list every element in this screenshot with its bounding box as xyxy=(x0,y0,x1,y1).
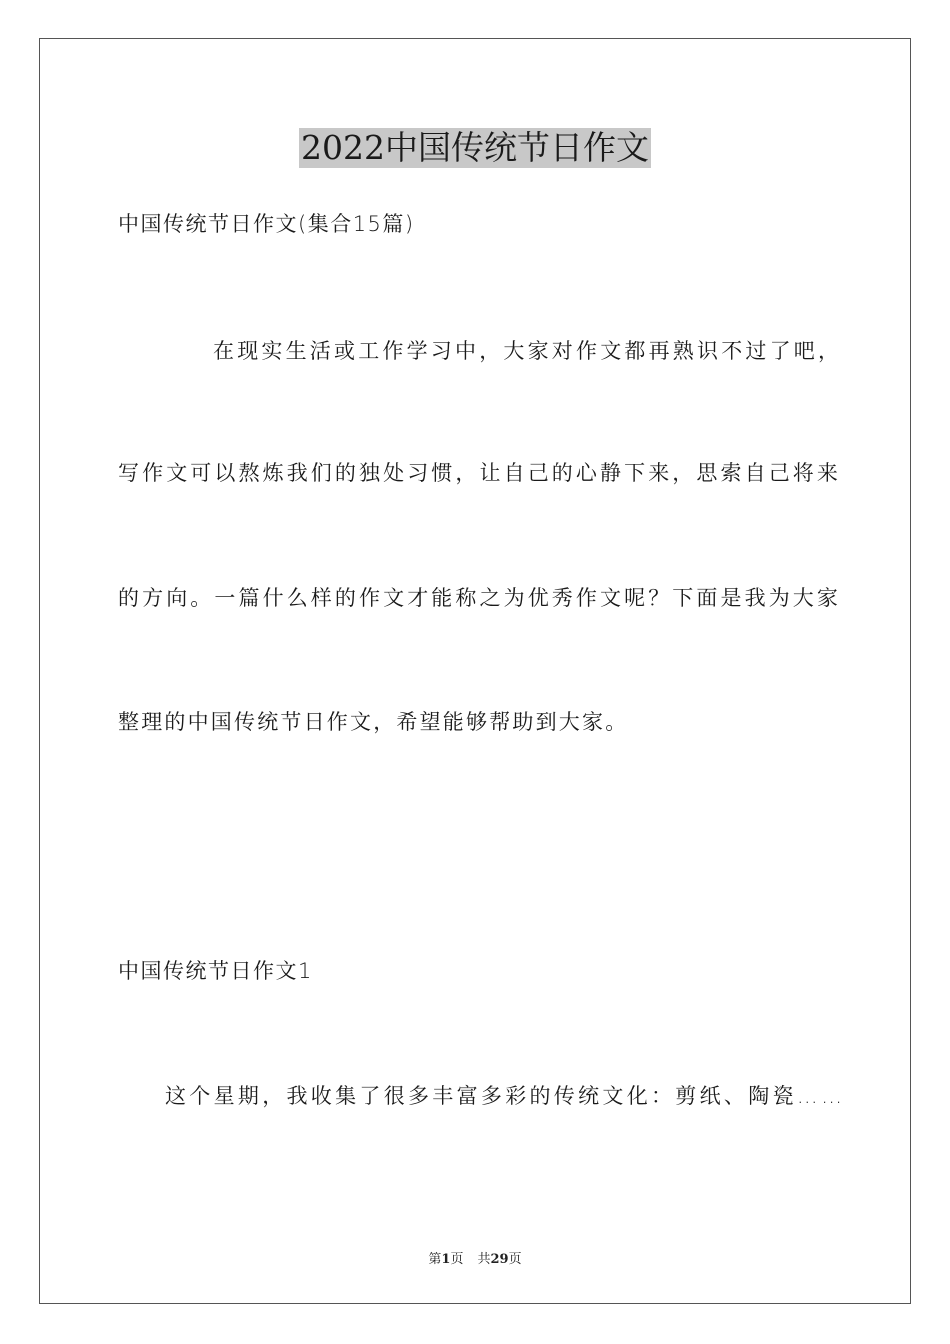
footer-page-prefix: 第 xyxy=(428,1252,442,1267)
section-heading: 中国传统节日作文1 xyxy=(118,959,313,983)
section-line-1: 这个星期，我收集了很多丰富多彩的传统文化：剪纸、陶瓷…… xyxy=(165,1084,846,1108)
footer-total-suffix: 页 xyxy=(508,1252,522,1267)
intro-line-3: 的方向。一篇什么样的作文才能称之为优秀作文呢？下面是我为大家 xyxy=(118,586,841,610)
document-title-container xyxy=(0,128,950,170)
intro-line-1: 在现实生活或工作学习中，大家对作文都再熟识不过了吧， xyxy=(213,339,843,363)
page-footer xyxy=(0,1248,950,1267)
document-subtitle: 中国传统节日作文(集合15篇) xyxy=(118,212,415,236)
footer-page-suffix: 页 xyxy=(450,1252,464,1267)
intro-line-2: 写作文可以熬炼我们的独处习惯，让自己的心静下来，思索自己将来 xyxy=(118,461,841,485)
footer-page-number: 1 xyxy=(441,1252,451,1267)
footer-total-prefix: 共 xyxy=(477,1252,491,1267)
intro-line-4: 整理的中国传统节日作文，希望能够帮助到大家。 xyxy=(118,710,629,734)
document-title: 2022中国传统节日作文 xyxy=(301,128,649,167)
footer-total-pages: 29 xyxy=(490,1252,509,1267)
